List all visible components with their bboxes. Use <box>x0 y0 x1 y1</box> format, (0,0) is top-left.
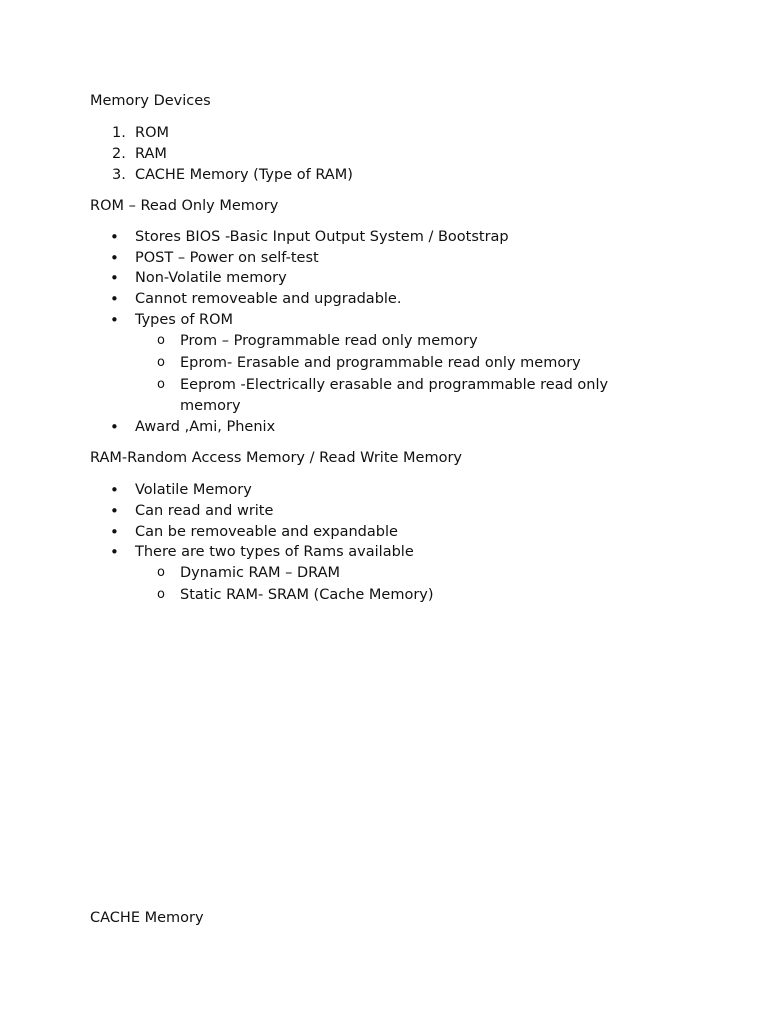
list-item: There are two types of Rams available <box>135 544 414 560</box>
bullet-marker: • <box>110 228 119 246</box>
sub-bullet-marker: o <box>157 377 165 392</box>
list-item: CACHE Memory (Type of RAM) <box>135 167 353 183</box>
list-item: Stores BIOS -Basic Input Output System / Bootstrap <box>135 229 509 245</box>
bullet-marker: • <box>110 543 119 561</box>
list-item: RAM <box>135 146 167 162</box>
list-item: ROM <box>135 125 169 141</box>
bullet-marker: • <box>110 481 119 499</box>
heading-memory-devices: Memory Devices <box>90 93 211 109</box>
sub-bullet-marker: o <box>157 587 165 602</box>
sub-bullet-marker: o <box>157 333 165 348</box>
heading-ram: RAM-Random Access Memory / Read Write Memory <box>90 450 463 466</box>
bullet-marker: • <box>110 311 119 329</box>
bullet-marker: • <box>110 249 119 267</box>
sub-list-item: Eeprom -Electrically erasable and programmable read only <box>180 377 609 393</box>
heading-cache: CACHE Memory <box>90 910 204 926</box>
sub-list-item: Prom – Programmable read only memory <box>180 333 478 349</box>
list-item: Types of ROM <box>135 312 234 328</box>
heading-rom: ROM – Read Only Memory <box>90 198 279 214</box>
bullet-marker: • <box>110 269 119 287</box>
bullet-marker: • <box>110 290 119 308</box>
list-item: Award ,Ami, Phenix <box>135 419 276 435</box>
list-number: 1. <box>112 125 126 141</box>
list-item: Can read and write <box>135 503 274 519</box>
sub-list-item-continuation: memory <box>180 398 241 414</box>
bullet-marker: • <box>110 418 119 436</box>
list-item: POST – Power on self-test <box>135 250 319 266</box>
sub-bullet-marker: o <box>157 565 165 580</box>
sub-list-item: Eprom- Erasable and programmable read only memory <box>180 355 581 371</box>
sub-list-item: Static RAM- SRAM (Cache Memory) <box>180 587 434 603</box>
list-number: 2. <box>112 146 126 162</box>
sub-list-item: Dynamic RAM – DRAM <box>180 565 341 581</box>
list-item: Non-Volatile memory <box>135 270 287 286</box>
list-item: Cannot removeable and upgradable. <box>135 291 402 307</box>
list-item: Can be removeable and expandable <box>135 524 398 540</box>
bullet-marker: • <box>110 502 119 520</box>
sub-bullet-marker: o <box>157 355 165 370</box>
list-number: 3. <box>112 167 126 183</box>
bullet-marker: • <box>110 523 119 541</box>
list-item: Volatile Memory <box>135 482 252 498</box>
